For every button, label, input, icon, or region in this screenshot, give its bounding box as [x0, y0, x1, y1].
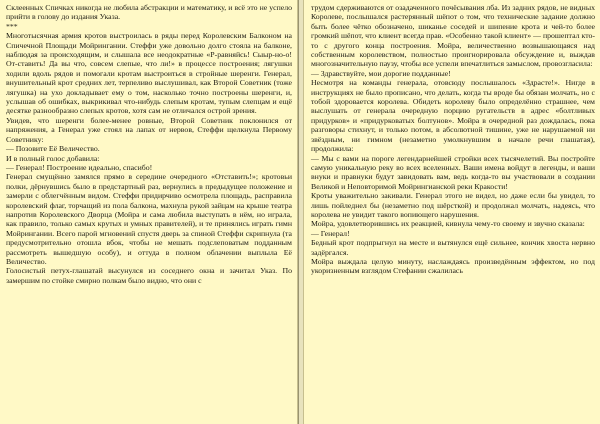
- left-paragraph-4: — Позовите Её Величество.: [6, 144, 100, 154]
- left-page: [0, 0, 298, 424]
- right-paragraph-5: Кроты уважительно закивали. Генерал этого не видел, но даже если бы увидел, то лишь пойледнел бы (незаметно под шёрсткой) и продолжал молчать, надеясь, что королева не увидит такого вопиющего нарушения.: [311, 191, 595, 219]
- left-paragraph-5: И в полный голос добавила:: [6, 153, 100, 163]
- right-paragraph-8: Бедный крот подпрыгнул на месте и вытянулся ещё сильнее, кончик хвоста нервно задёргался.: [311, 238, 595, 257]
- left-paragraph-2: Многотысячная армия кротов выстроилась в ряды перед Королевским Балконом на Спичечной Площади Мойрингании. Стеффи уже довольно долго стояла на балконе, наблюдая за происходящим, и слышала все неодократные «Р-равняйсь! Сыыр-но-о! От-ставить! Да вы что, совсем слепые, что ли!» в процессе построения; лягушки ходили вдоль рядов и помогали кротам выстроиться в стройные шеренги. Генерал, внушительный крот средних лет, терпеливо выслушивал, как Второй Советник (тоже лягушка) на ухо докладывает ему о том, насколько точно построены шеренги, и, услышав об ошибках, выкрикивал что-нибудь слепым кротам, тупым слепцам и ещё десятке разнообразно слепых кротов, хотя сам не отличался острой зрения.: [6, 31, 292, 116]
- right-paragraph-3: Несмотря на команды генерала, отовсюду послышалось «Здрасте!». Нигде в инструкциях не было прописано, что делать, когда ты вроде бы обязан молчать, но с тобой здоровается королева. Обидеть королеву было определённо страшнее, чем выслушать от генерала очередную порцию ругательств в адрес «болтливых придурков» и «придурковатых болтунов». Мойра в очередной раз дождалась, пока разговоры стихнут, и только потом, в абсолютной тишине, уже не нарушаемой ни звёздным, ни гимном (незаметно умолкнувшим в начале речи глашатая), продолжила:: [311, 78, 595, 154]
- right-paragraph-2: — Здравствуйте, мои дорогие подданные!: [311, 68, 451, 78]
- right-page: [303, 0, 600, 424]
- left-paragraph-3: Увидев, что шеренги более-менее ровные, Второй Советник поклонился от напряжения, а Генерал уже стоял на лапах от нервов, Стеффи щелкнула Первому Советнику:: [6, 115, 292, 144]
- right-paragraph-6: Мойра, удовлетворившись их реакцией, кивнула чему-то своему и звучно сказала:: [311, 219, 585, 229]
- right-paragraph-1: трудом сдерживаются от озадаченного почёсывания лба. Из задних рядов, не видных Королеве, послышался растерянный шёпот о том, что технические задание должно быть более чётко обозначено, шиканье соседей и шипение крота и чей-то более громкий шёпот, что клиент всегда прав. «Особенно такой клиент» — прошептал кто-то с другого конца построения. Мойра, величественно возвышающаяся над собственным королевством, полностью проигнорировала обсуждение и, выждав многозначительную паузу, чтобы все успели впечатлиться замыслом, провозгласила:: [311, 3, 595, 69]
- right-paragraph-4: — Мы с вами на пороге легендарнейшей стройки всех тысячелетий. Вы постройте самую уникальную реку во всех вселенных. Ваши имена войдут в легенды, и ваши внуки и правнуки будут завидовать вам, ведь когда-то вы участвовали в создании Великой и Неповторимой Мойрингианской реки Кракости!: [311, 153, 595, 191]
- left-paragraph-7: Генерал смущённо замялся прямо в середине очередного «Отставить!»; кротовьи полки, дёрнувшись было в предстартный раз, вернулись в предыдущее положение и замерли с облегчённым видом. Стеффи придирчиво осмотрела площадь, расправила королевский флаг, торчащий из пола балкона, махнула рукой зайцам на крыше театра напротив Королевского Дворца (Мойра и сама любила выступать в нём, но играла, как правило, только самых крутых и умных правителей), и те принялись играть гимн Мойрингании. Всего парой мгновений спустя дверь за спиной Стеффи скрипнула (та предусмотрительно отошла вбок, чтобы не мешать подслеповатым подданным рассмотреть вышедшую особу), и оттуда в полном облачении выплыла Её Величество.: [6, 172, 292, 266]
- left-paragraph-1: Склеенных Спичках никогда не любила абстракции и математику, и всё это не успело прийти в голову до издания Указа.: [6, 3, 292, 22]
- left-paragraph-6: — Генерал! Построение идеально, спасибо!: [6, 162, 153, 172]
- left-paragraph-8: Голосистый петух-глашатай высунулся из соседнего окна и зачитал Указ. По замершим по стойке смирно полкам было видно, что они с: [6, 266, 292, 285]
- left-section-separator: ***: [6, 21, 18, 31]
- right-paragraph-7: — Генерал!: [311, 228, 350, 238]
- right-paragraph-9: Мойра выждала целую минуту, наслаждаясь произведённым эффектом, но под укоризненным взглядом Стефании сжалилась: [311, 256, 595, 276]
